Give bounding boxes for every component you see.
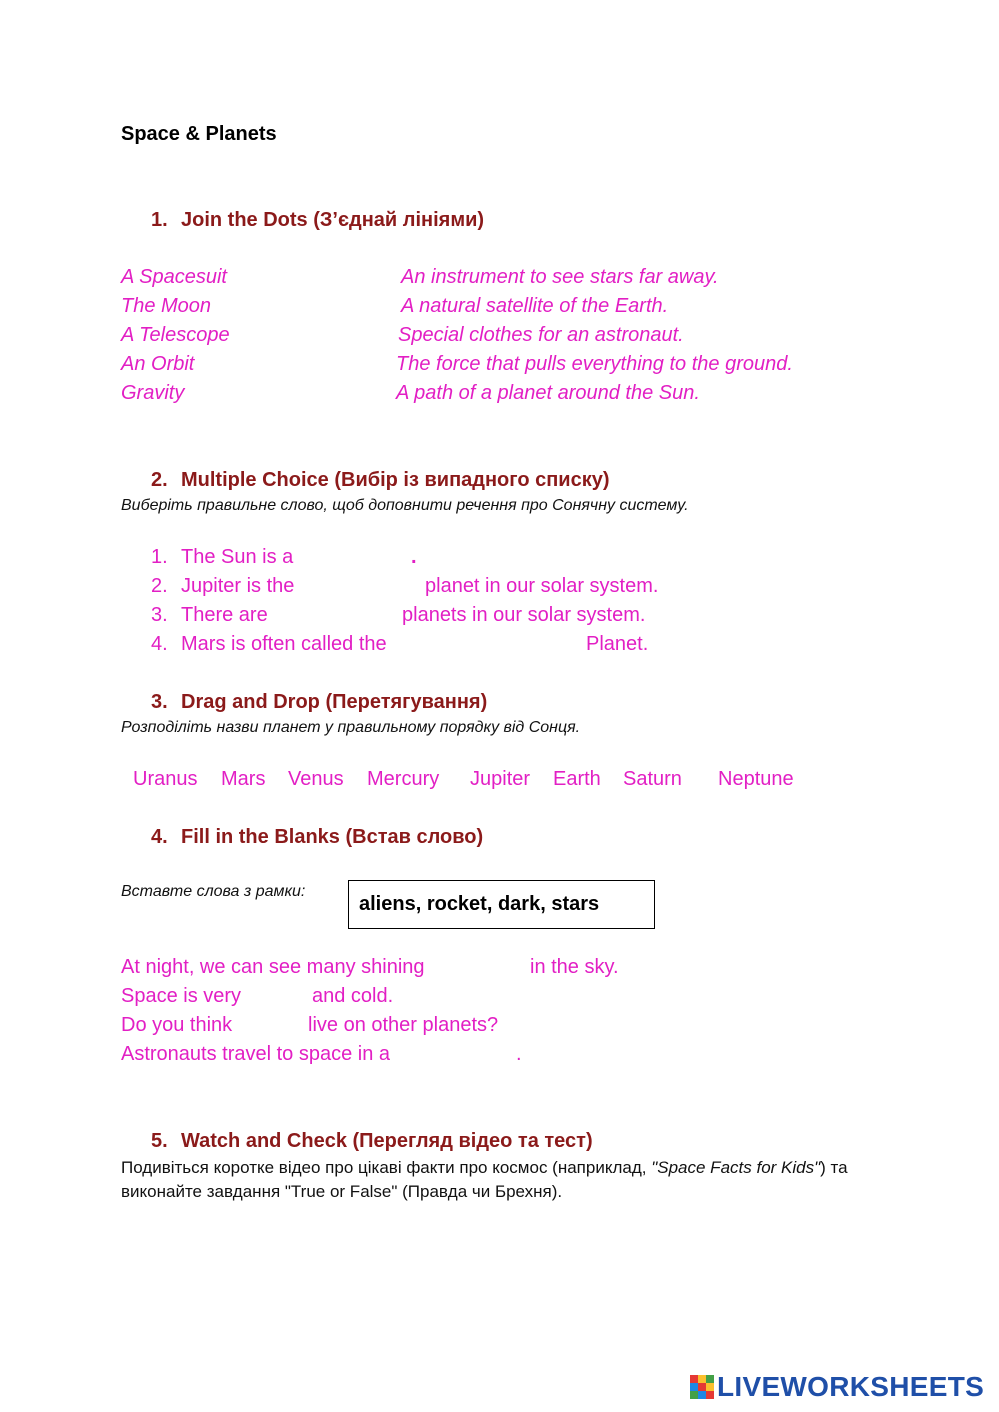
blank-input[interactable] bbox=[246, 1012, 304, 1038]
section-number: 3. bbox=[151, 691, 168, 713]
section-title: Watch and Check (Перегляд відео та тест) bbox=[181, 1130, 593, 1152]
word-box: aliens, rocket, dark, stars bbox=[348, 880, 655, 929]
draggable-planet[interactable]: Mars bbox=[221, 768, 266, 790]
match-right-item[interactable]: An instrument to see stars far away. bbox=[401, 266, 719, 288]
video-title: "Space Facts for Kids" bbox=[651, 1158, 821, 1177]
match-right-item[interactable]: A path of a planet around the Sun. bbox=[396, 382, 700, 404]
blank-text-after: and cold. bbox=[312, 985, 394, 1007]
section-title: Multiple Choice (Вибір із випадного списку) bbox=[181, 469, 610, 491]
item-number: 4. bbox=[151, 633, 168, 655]
mc-item bbox=[151, 604, 268, 627]
text-before: Подивіться коротке відео про цікаві факти про космос (наприклад, bbox=[121, 1158, 652, 1177]
logo-mark-icon bbox=[690, 1375, 714, 1399]
draggable-planet[interactable]: Mercury bbox=[367, 768, 440, 790]
page-title: Space & Planets bbox=[121, 123, 277, 145]
blank-input[interactable] bbox=[256, 983, 308, 1009]
blank-input[interactable] bbox=[418, 1041, 514, 1067]
match-right-item[interactable]: Special clothes for an astronaut. bbox=[398, 324, 684, 346]
draggable-planet[interactable]: Neptune bbox=[718, 768, 794, 790]
mc-dropdown[interactable] bbox=[280, 602, 397, 628]
blank-input[interactable] bbox=[456, 954, 526, 980]
blank-text-before: At night, we can see many shining bbox=[121, 956, 425, 978]
blank-text-after: . bbox=[516, 1043, 522, 1065]
match-right-item[interactable]: A natural satellite of the Earth. bbox=[401, 295, 669, 317]
mc-item bbox=[151, 546, 293, 569]
mc-text-before: There are bbox=[181, 604, 268, 626]
match-left-item[interactable]: A Spacesuit bbox=[121, 266, 227, 288]
mc-item bbox=[151, 633, 387, 656]
item-number: 3. bbox=[151, 604, 168, 626]
section-number: 4. bbox=[151, 826, 168, 848]
mc-dropdown[interactable] bbox=[310, 573, 420, 599]
item-number: 1. bbox=[151, 546, 168, 568]
text-after: ) та виконайте завдання "True or False" (Правда чи Брехня). bbox=[121, 1158, 848, 1201]
mc-text-before: Jupiter is the bbox=[181, 575, 295, 597]
draggable-planet[interactable]: Earth bbox=[553, 768, 601, 790]
draggable-planet[interactable]: Saturn bbox=[623, 768, 682, 790]
section-2-instruction: Виберіть правильне слово, щоб доповнити речення про Сонячну систему. bbox=[121, 497, 689, 514]
section-number: 2. bbox=[151, 469, 168, 491]
mc-item bbox=[151, 575, 294, 598]
mc-text-after: . bbox=[411, 546, 417, 568]
section-2-heading bbox=[151, 469, 610, 492]
section-3-instruction: Розподіліть назви планет у правильному порядку від Сонця. bbox=[121, 719, 581, 736]
match-left-item[interactable]: Gravity bbox=[121, 382, 185, 404]
draggable-planet[interactable]: Uranus bbox=[133, 768, 198, 790]
mc-dropdown[interactable] bbox=[410, 631, 580, 657]
match-left-item[interactable]: An Orbit bbox=[121, 353, 195, 375]
section-5-text bbox=[121, 1156, 851, 1204]
blank-text-after: in the sky. bbox=[530, 956, 619, 978]
section-number: 5. bbox=[151, 1130, 168, 1152]
liveworksheets-logo bbox=[690, 1372, 984, 1402]
section-title: Join the Dots (З’єднай лініями) bbox=[181, 209, 485, 231]
section-4-instruction: Вставте слова з рамки: bbox=[121, 883, 306, 900]
section-title: Fill in the Blanks (Встав слово) bbox=[181, 826, 484, 848]
section-number: 1. bbox=[151, 209, 168, 231]
mc-text-after: Planet. bbox=[586, 633, 649, 655]
logo-text: LIVEWORKSHEETS bbox=[717, 1371, 985, 1402]
mc-text-before: Mars is often called the bbox=[181, 633, 387, 655]
blank-text-after: live on other planets? bbox=[308, 1014, 499, 1036]
match-left-item[interactable]: A Telescope bbox=[121, 324, 230, 346]
section-title: Drag and Drop (Перетягування) bbox=[181, 691, 488, 713]
blank-text-before: Do you think bbox=[121, 1014, 233, 1036]
match-left-item[interactable]: The Moon bbox=[121, 295, 212, 317]
mc-text-before: The Sun is a bbox=[181, 546, 294, 568]
section-5-heading bbox=[151, 1130, 593, 1153]
blank-text-before: Astronauts travel to space in a bbox=[121, 1043, 391, 1065]
draggable-planet[interactable]: Jupiter bbox=[470, 768, 531, 790]
blank-text-before: Space is very bbox=[121, 985, 242, 1007]
mc-text-after: planet in our solar system. bbox=[425, 575, 659, 597]
section-4-heading bbox=[151, 826, 483, 849]
item-number: 2. bbox=[151, 575, 168, 597]
section-3-heading bbox=[151, 691, 487, 714]
draggable-planet[interactable]: Venus bbox=[288, 768, 344, 790]
match-right-item[interactable]: The force that pulls everything to the ground. bbox=[396, 353, 793, 375]
mc-dropdown[interactable] bbox=[308, 544, 408, 570]
mc-text-after: planets in our solar system. bbox=[402, 604, 646, 626]
section-1-heading bbox=[151, 209, 484, 232]
